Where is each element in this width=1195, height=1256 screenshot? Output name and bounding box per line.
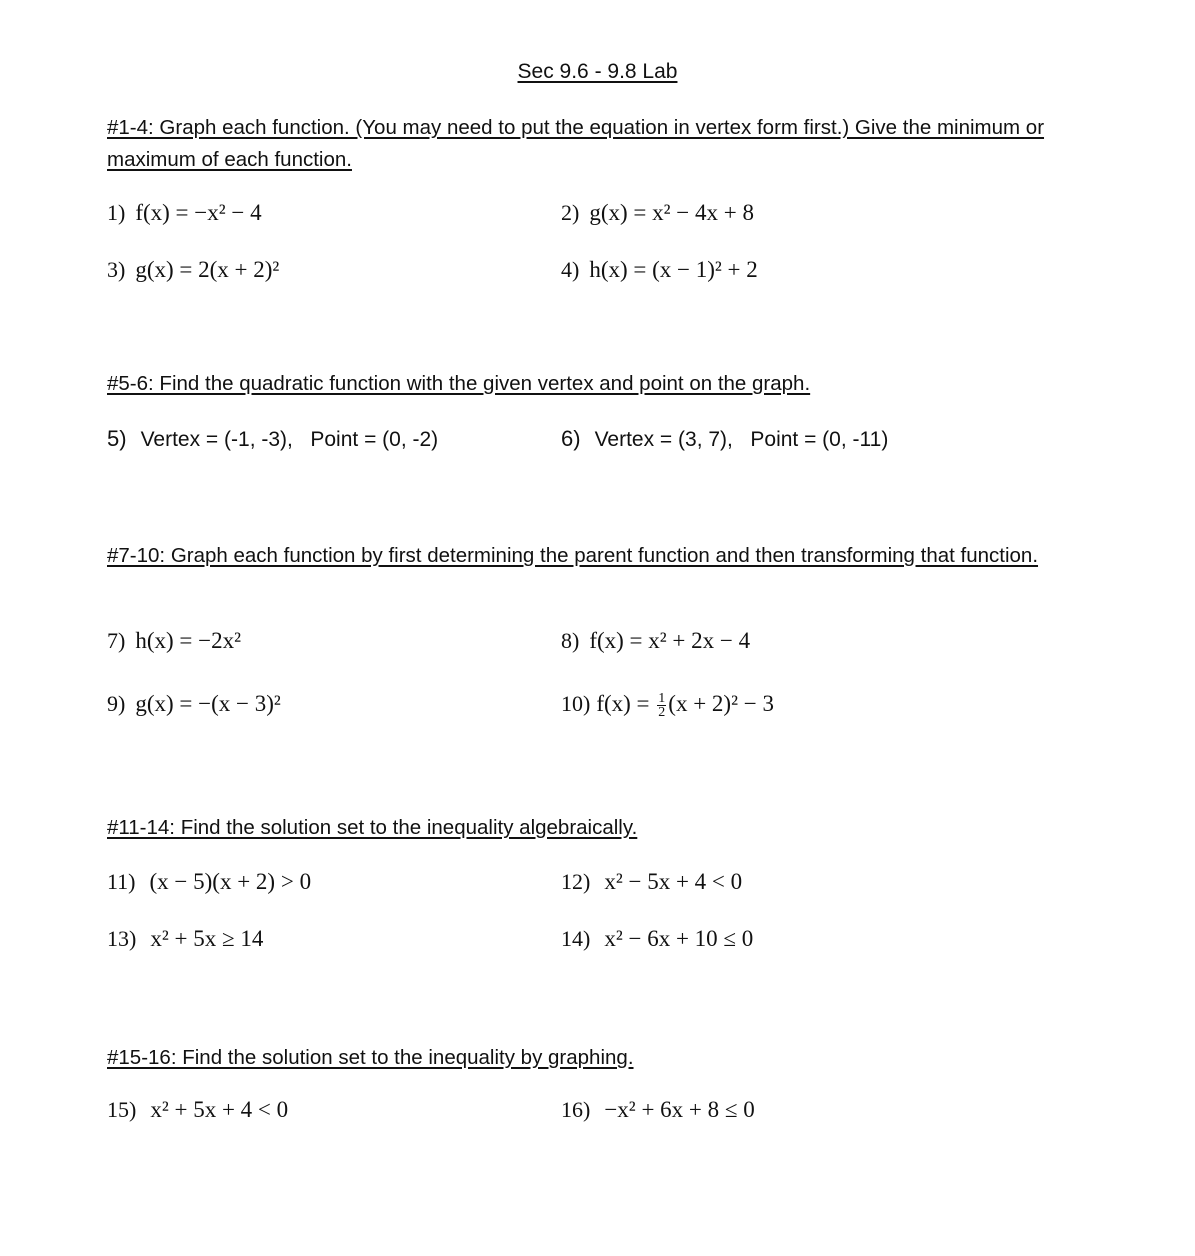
problem-expression-prefix: f(x) = <box>596 691 656 716</box>
section-heading-7-10: #7-10: Graph each function by first determining the parent function and then transforming that function. <box>107 544 1039 567</box>
problem-expression: x² + 5x + 4 < 0 <box>150 1097 289 1122</box>
problem-expression: g(x) = x² − 4x + 8 <box>589 200 754 225</box>
problem-13 <box>107 926 263 952</box>
problem-expression: f(x) = x² + 2x − 4 <box>589 628 751 653</box>
problem-14 <box>561 926 753 952</box>
problem-number: 4) <box>561 257 580 282</box>
problem-number: 16) <box>561 1097 591 1122</box>
section-heading-15-16: #15-16: Find the solution set to the inequality by graphing. <box>107 1046 634 1069</box>
problem-8 <box>561 628 750 654</box>
problem-number: 11) <box>107 869 136 894</box>
fraction-numerator: 1 <box>658 690 666 706</box>
problem-5 <box>107 426 438 452</box>
problem-expression: x² − 6x + 10 ≤ 0 <box>604 926 754 951</box>
problem-3 <box>107 257 279 283</box>
problem-number: 6) <box>561 426 581 451</box>
problem-15 <box>107 1097 288 1123</box>
problem-expression: x² − 5x + 4 < 0 <box>604 869 743 894</box>
problem-expression: g(x) = 2(x + 2)² <box>135 257 280 282</box>
fraction <box>657 692 666 719</box>
problem-number: 1) <box>107 200 126 225</box>
problem-number: 7) <box>107 628 126 653</box>
problem-expression: Vertex = (-1, -3), Point = (0, -2) <box>140 428 439 451</box>
section-heading-5-6: #5-6: Find the quadratic function with the given vertex and point on the graph. <box>107 372 811 395</box>
problem-6 <box>561 426 888 452</box>
problem-expression: g(x) = −(x − 3)² <box>135 691 281 716</box>
problem-10 <box>561 691 774 719</box>
problem-number: 9) <box>107 691 126 716</box>
problem-expression: h(x) = (x − 1)² + 2 <box>589 257 758 282</box>
problem-number: 5) <box>107 426 127 451</box>
problem-expression: h(x) = −2x² <box>135 628 241 653</box>
problem-expression: Vertex = (3, 7), Point = (0, -11) <box>594 428 889 451</box>
problem-expression: (x − 5)(x + 2) > 0 <box>149 869 312 894</box>
problem-7 <box>107 628 241 654</box>
problem-9 <box>107 691 281 717</box>
problem-expression: x² + 5x ≥ 14 <box>150 926 264 951</box>
problem-number: 8) <box>561 628 580 653</box>
problem-1 <box>107 200 262 226</box>
problem-number: 3) <box>107 257 126 282</box>
section-heading-11-14: #11-14: Find the solution set to the inequality algebraically. <box>107 816 638 839</box>
page-title: Sec 9.6 - 9.8 Lab <box>517 60 678 83</box>
problem-12 <box>561 869 742 895</box>
problem-number: 12) <box>561 869 591 894</box>
problem-16 <box>561 1097 755 1123</box>
problem-number: 10) <box>561 691 591 716</box>
section-heading-1-4: #1-4: Graph each function. (You may need to put the equation in vertex form first.) Give the minimum or maximum of each function. <box>107 116 1045 171</box>
problem-number: 2) <box>561 200 580 225</box>
fraction-denominator: 2 <box>658 704 666 720</box>
problem-number: 13) <box>107 926 137 951</box>
problem-expression-suffix: (x + 2)² − 3 <box>668 691 774 716</box>
problem-4 <box>561 257 758 283</box>
problem-2 <box>561 200 754 226</box>
problem-expression: −x² + 6x + 8 ≤ 0 <box>604 1097 755 1122</box>
problem-number: 15) <box>107 1097 137 1122</box>
problem-number: 14) <box>561 926 591 951</box>
problem-expression: f(x) = −x² − 4 <box>135 200 262 225</box>
problem-11 <box>107 869 311 895</box>
